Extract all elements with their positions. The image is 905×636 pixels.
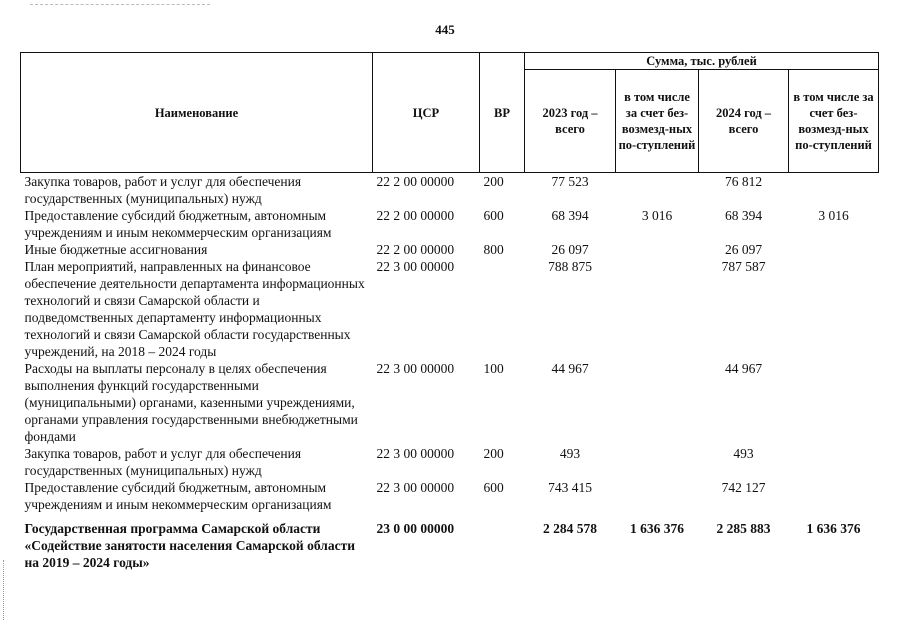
row-name: Закупка товаров, работ и услуг для обеспечения государственных (муниципальных) нужд — [24, 446, 302, 478]
row-2023-total: 77 523 — [551, 174, 589, 189]
row-2023-total: 788 875 — [548, 259, 592, 274]
table-row — [21, 173, 879, 208]
row-csr: 22 3 00 00000 — [376, 259, 455, 274]
row-name: План мероприятий, направленных на финансовое обеспечение деятельности департамента информационных технологий и связи Самарской области и подведомственных департаменту информационных технологий и связи Самарской области государственных учреждений, на 2018 – 2024 годы — [24, 259, 365, 359]
row-2024-total: 787 587 — [721, 259, 766, 274]
row-2023-free — [616, 173, 699, 208]
row-2024-total: 76 812 — [724, 174, 763, 189]
table-row — [21, 445, 879, 479]
row-2023-free — [616, 241, 699, 258]
total-name: Государственная программа Самарской области «Содействие занятости населения Самарской области на 2019 – 2024 годы» — [24, 521, 355, 570]
row-csr: 22 2 00 00000 — [376, 208, 455, 223]
header-2024-free: в том числе за счет без-возмезд-ных по-ступлений — [789, 70, 879, 173]
total-2024-total: 2 285 883 — [716, 521, 771, 536]
row-2024-free — [789, 241, 879, 258]
row-name: Предоставление субсидий бюджетным, автономным учреждениям и иным некоммерческим организациям — [24, 480, 332, 512]
table-row — [21, 360, 879, 445]
row-vr: 200 — [483, 446, 504, 461]
header-2023-total: 2023 год – всего — [525, 70, 616, 173]
row-csr: 22 3 00 00000 — [376, 361, 455, 376]
row-2023-free: 3 016 — [641, 208, 673, 223]
row-csr: 22 3 00 00000 — [376, 446, 455, 461]
header-csr: ЦСР — [373, 53, 480, 173]
row-2024-free — [789, 360, 879, 445]
table-row-total — [21, 513, 879, 571]
row-name: Закупка товаров, работ и услуг для обеспечения государственных (муниципальных) нужд — [24, 174, 302, 206]
total-2023-free: 1 636 376 — [630, 521, 684, 536]
row-vr — [480, 258, 525, 360]
row-2023-total: 68 394 — [551, 208, 589, 223]
row-vr: 600 — [483, 208, 504, 223]
header-vr: ВР — [480, 53, 525, 173]
row-2023-total: 743 415 — [548, 480, 592, 495]
row-name: Предоставление субсидий бюджетным, автономным учреждениям и иным некоммерческим организациям — [24, 208, 332, 240]
row-2024-total: 26 097 — [724, 242, 763, 257]
page-number: 445 — [435, 22, 455, 37]
row-name: Расходы на выплаты персоналу в целях обеспечения выполнения функций государственными (муниципальными) органами, казенными учреждениями, органами управления государственными внебюджетными фондами — [24, 361, 358, 444]
row-vr: 800 — [483, 242, 504, 257]
scan-edge-mark — [30, 4, 210, 5]
header-2023-free: в том числе за счет без-возмезд-ных по-ступлений — [616, 70, 699, 173]
row-2023-free — [616, 445, 699, 479]
row-name: Иные бюджетные ассигнования — [24, 242, 208, 257]
table-row — [21, 207, 879, 241]
total-csr: 23 0 00 00000 — [376, 521, 455, 536]
row-2024-total: 493 — [733, 446, 754, 461]
total-vr — [480, 513, 525, 571]
header-sum-group: Сумма, тыс. рублей — [525, 53, 879, 70]
row-2024-free — [789, 173, 879, 208]
row-2023-free — [616, 360, 699, 445]
header-name: Наименование — [21, 53, 373, 173]
row-csr: 22 2 00 00000 — [376, 242, 455, 257]
row-2023-free — [616, 479, 699, 513]
row-2024-free — [789, 479, 879, 513]
row-2023-total: 493 — [559, 446, 581, 461]
row-2024-free — [789, 258, 879, 360]
row-vr: 200 — [483, 174, 504, 189]
row-2024-total: 68 394 — [724, 208, 763, 223]
table-row — [21, 479, 879, 513]
row-vr: 100 — [483, 361, 504, 376]
total-2024-free: 1 636 376 — [806, 521, 861, 536]
row-2024-total: 44 967 — [724, 361, 763, 376]
total-2023-total: 2 284 578 — [543, 521, 597, 536]
row-2023-total: 26 097 — [551, 242, 589, 257]
row-2024-total: 742 127 — [721, 480, 766, 495]
row-csr: 22 3 00 00000 — [376, 480, 455, 495]
row-csr: 22 2 00 00000 — [376, 174, 455, 189]
table-row — [21, 241, 879, 258]
row-2024-free: 3 016 — [818, 208, 849, 223]
budget-table — [20, 52, 879, 571]
table-row — [21, 258, 879, 360]
header-2024-total: 2024 год – всего — [699, 70, 789, 173]
row-vr: 600 — [483, 480, 504, 495]
row-2023-total: 44 967 — [551, 361, 589, 376]
scan-edge-mark-left — [3, 560, 4, 620]
row-2024-free — [789, 445, 879, 479]
row-2023-free — [616, 258, 699, 360]
